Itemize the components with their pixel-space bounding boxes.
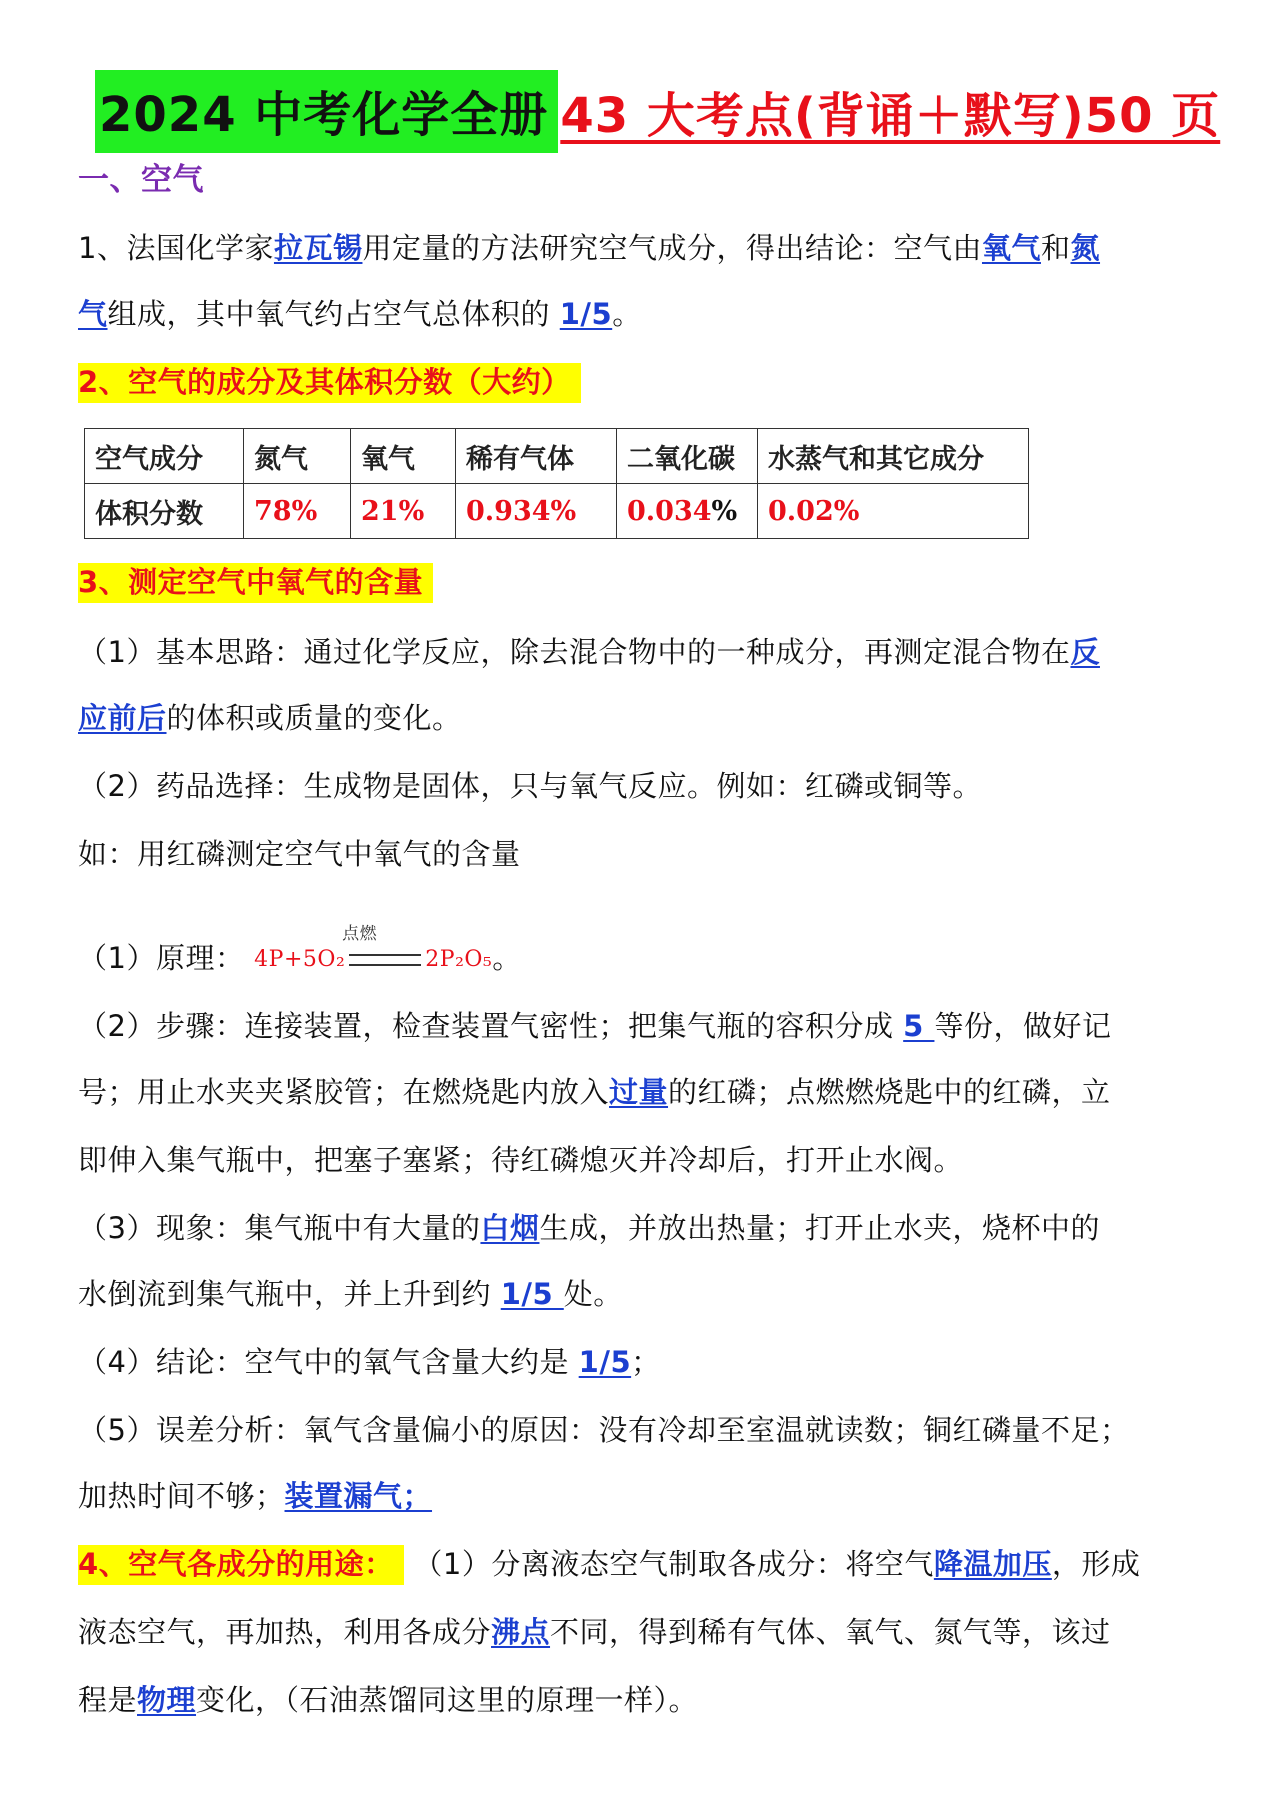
error-line-1: （5）误差分析：氧气含量偏小的原因：没有冷却至室温就读数；铜红磷量不足； xyxy=(78,1413,1130,1447)
p3-1-line-1: （1）基本思路：通过化学反应，除去混合物中的一种成分，再测定混合物在反 xyxy=(78,635,1100,669)
reaction-equation: 点燃 4P+5O₂ 2P₂O₅ xyxy=(254,924,493,972)
section-heading-3: 3、测定空气中氧气的含量 xyxy=(78,562,1210,602)
p3-1-line-2: 应前后的体积或质量的变化。 xyxy=(78,701,462,735)
table-row xyxy=(85,429,1029,484)
steps-line-3: 即伸入集气瓶中，把塞子塞紧；待红磷熄灭并冷却后，打开止水阀。 xyxy=(78,1143,964,1177)
table-cell: 稀有气体 xyxy=(456,429,617,484)
table-cell: 78% xyxy=(244,484,351,539)
error-line-2: 加热时间不够；装置漏气； xyxy=(78,1479,433,1513)
table-cell: 21% xyxy=(351,484,456,539)
table-cell: 氧气 xyxy=(351,429,456,484)
steps-line-2: 号；用止水夹夹紧胶管；在燃烧匙内放入过量的红磷；点燃燃烧匙中的红磷，立 xyxy=(78,1075,1111,1109)
table-cell: 0.034% xyxy=(617,484,758,539)
table-cell: 0.934% xyxy=(456,484,617,539)
table-row xyxy=(85,484,1029,539)
section-heading-air: 一、空气 xyxy=(78,162,204,198)
page-title xyxy=(95,76,1220,146)
p3-3: 如：用红磷测定空气中氧气的含量 xyxy=(78,837,521,871)
uses-line-3: 程是物理变化，（石油蒸馏同这里的原理一样）。 xyxy=(78,1683,699,1717)
table-cell: 二氧化碳 xyxy=(617,429,758,484)
table-cell: 氮气 xyxy=(244,429,351,484)
steps-line-1: （2）步骤：连接装置，检查装置气密性；把集气瓶的容积分成 5 等份，做好记 xyxy=(78,1009,1112,1043)
conclusion-line: （4）结论：空气中的氧气含量大约是 1/5； xyxy=(78,1345,661,1379)
title-part2: 43 大考点(背诵＋默写)50 页 xyxy=(560,87,1221,144)
air-composition-table xyxy=(84,428,1029,539)
phenomenon-line-2: 水倒流到集气瓶中，并上升到约 1/5 处。 xyxy=(78,1277,623,1311)
phenomenon-line-1: （3）现象：集气瓶中有大量的白烟生成，并放出热量；打开止水夹，烧杯中的 xyxy=(78,1211,1100,1245)
section-heading-2: 2、空气的成分及其体积分数（大约） xyxy=(78,362,1210,402)
table-cell: 0.02% xyxy=(758,484,1029,539)
p3-2: （2）药品选择：生成物是固体，只与氧气反应。例如：红磷或铜等。 xyxy=(78,769,982,803)
uses-line-1: 4、空气各成分的用途： （1）分离液态空气制取各成分：将空气降温加压，形成 xyxy=(78,1544,1210,1584)
principle-line: （1）原理： 点燃 4P+5O₂ 2P₂O₅。 xyxy=(78,938,1210,980)
table-cell: 空气成分 xyxy=(85,429,244,484)
paragraph-1-line-2: 气组成，其中氧气约占空气总体积的 1/5。 xyxy=(78,297,642,331)
table-cell: 体积分数 xyxy=(85,484,244,539)
title-part1: 2024 中考化学全册 xyxy=(95,70,558,153)
uses-line-2: 液态空气，再加热，利用各成分沸点不同，得到稀有气体、氧气、氮气等，该过 xyxy=(78,1615,1111,1649)
paragraph-1-line-1: 1、法国化学家拉瓦锡用定量的方法研究空气成分，得出结论：空气由氧气和氮 xyxy=(78,231,1101,265)
table-cell: 水蒸气和其它成分 xyxy=(758,429,1029,484)
